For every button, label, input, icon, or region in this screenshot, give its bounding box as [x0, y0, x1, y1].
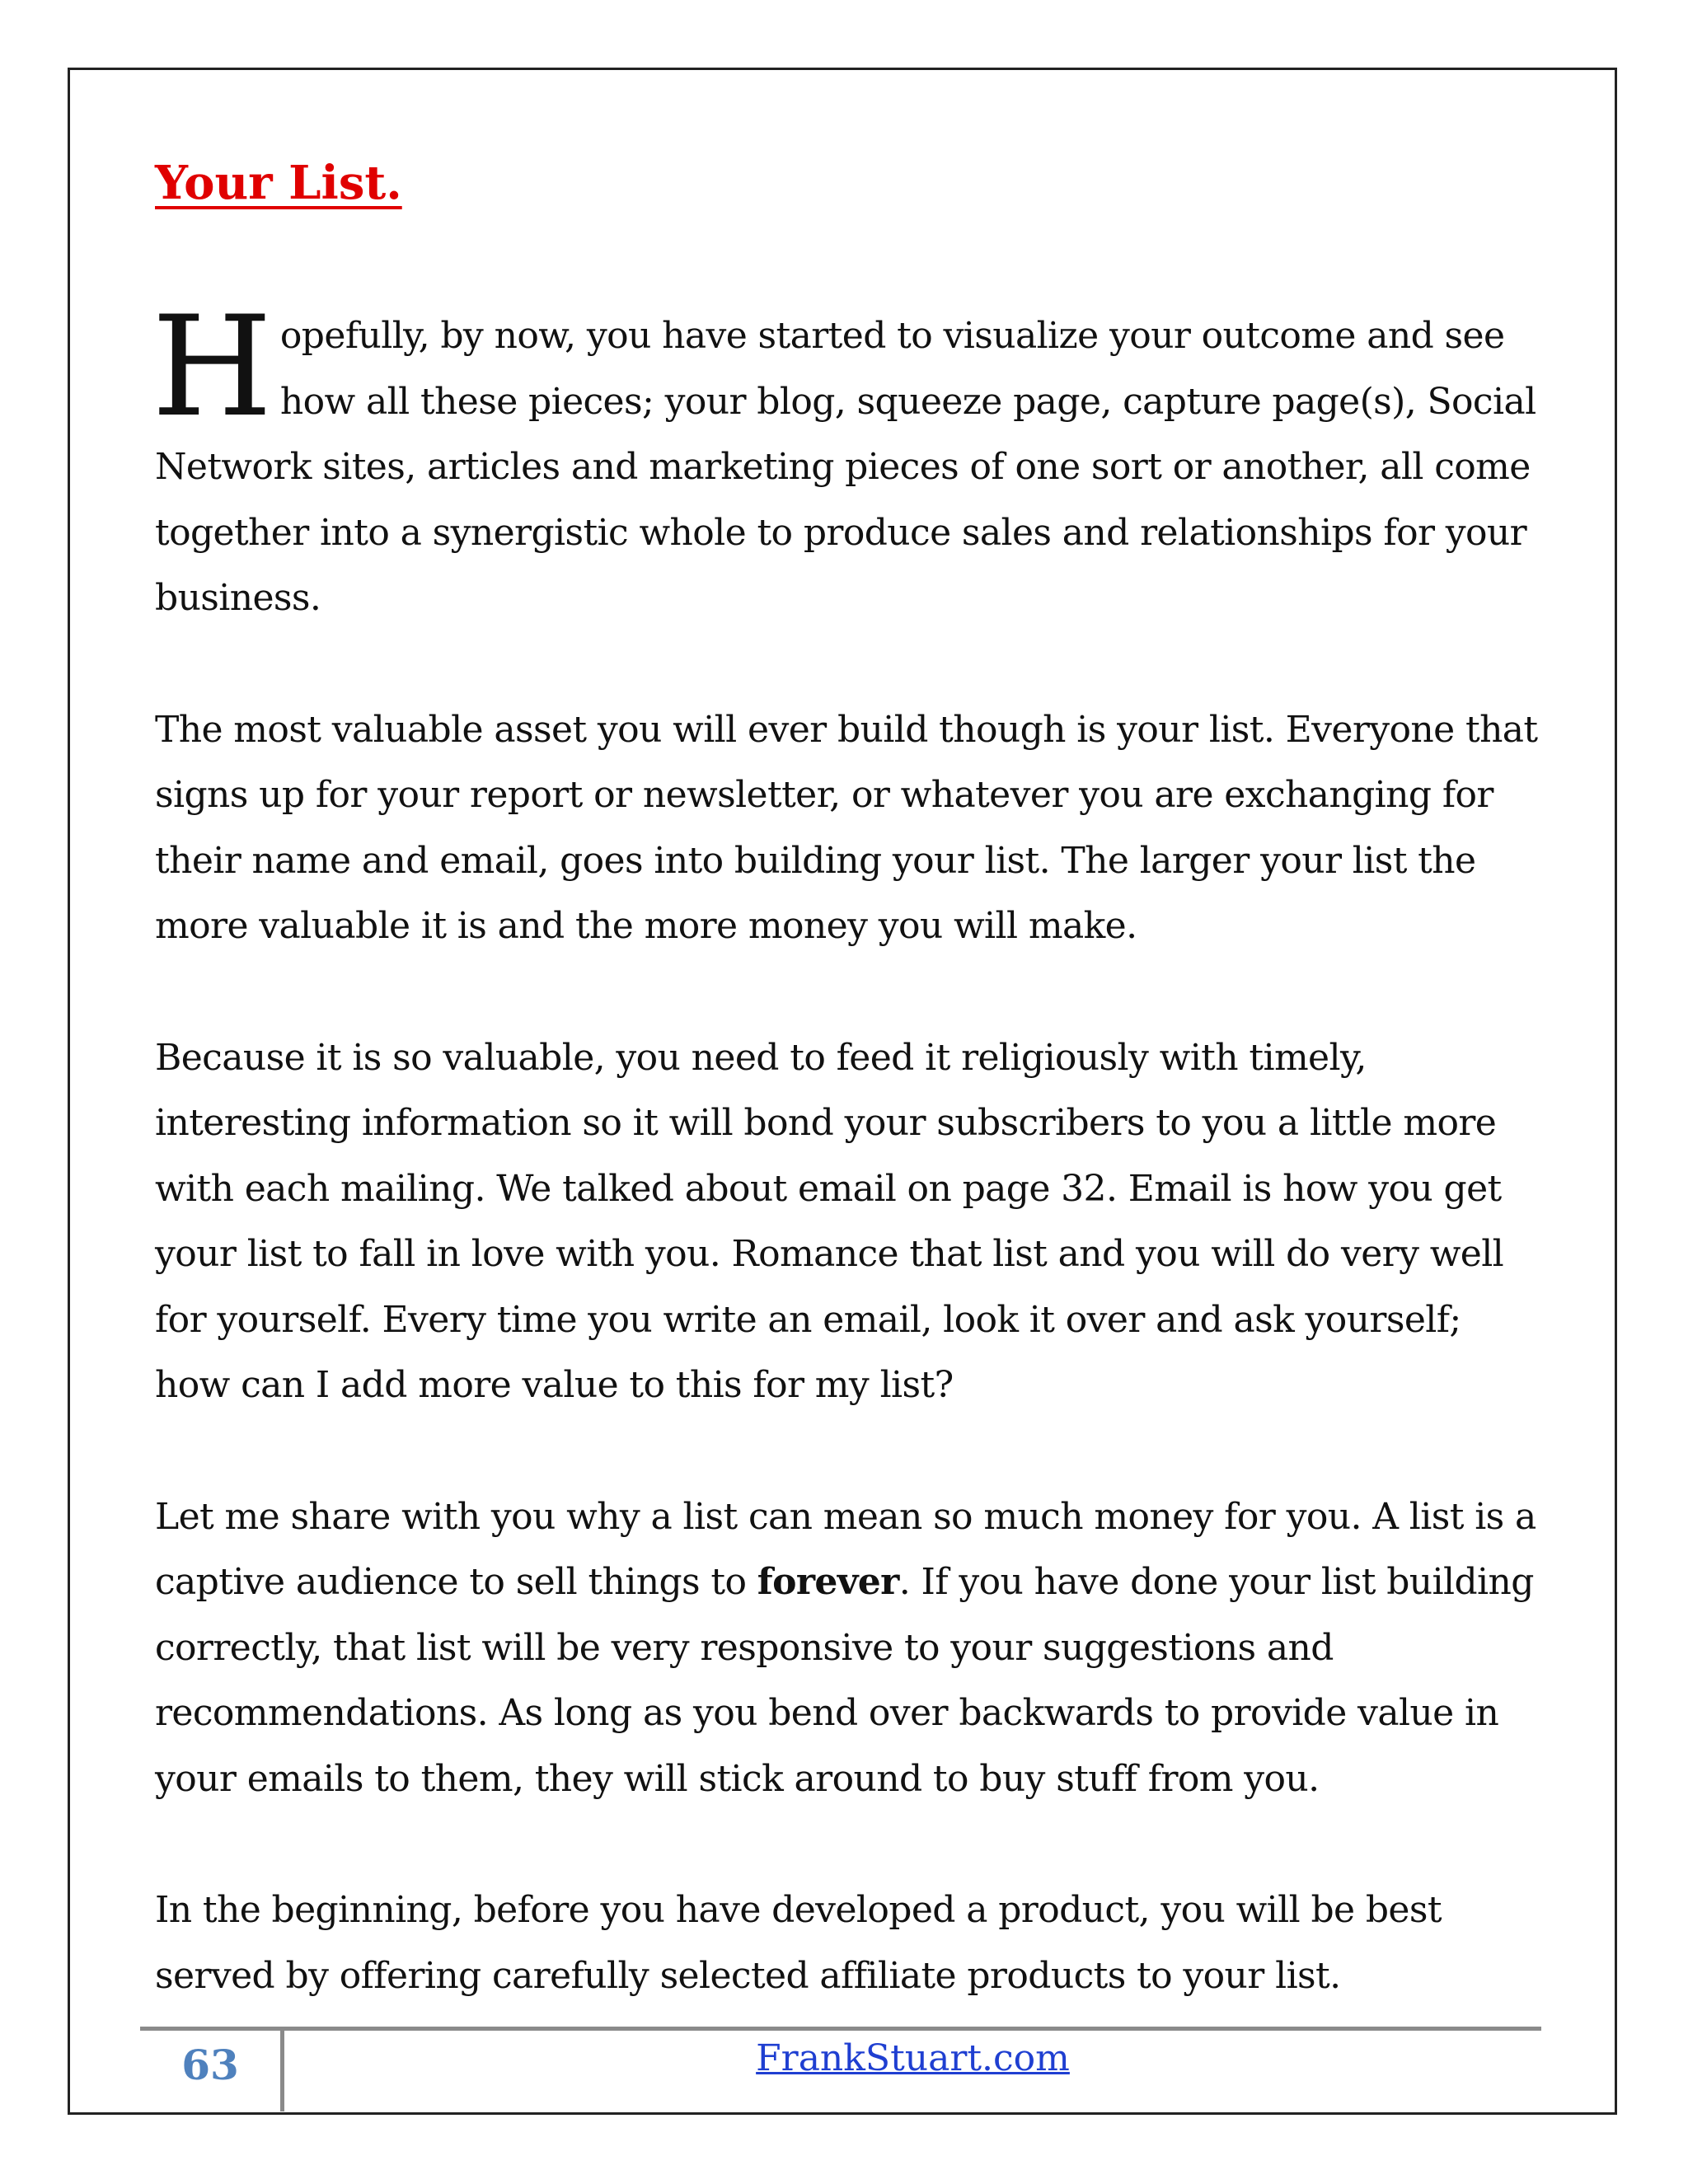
- footer-site-link[interactable]: FrankStuart.com: [756, 2037, 1070, 2079]
- paragraph-4: [155, 1484, 1540, 1812]
- paragraph-1-text: opefully, by now, you have started to visualize your outcome and see how all these pieces; your blog, squeeze page, capture page(s), Social Network sites, articles and marketing pieces of one sort or another, all come together into a synergistic whole to produce sales and relationships for your business.: [155, 315, 1536, 619]
- footer-rule: [140, 2027, 1541, 2031]
- paragraph-2: The most valuable asset you will ever build though is your list. Everyone that signs up for your report or newsletter, or whatever you are exchanging for their name and email, goes into building your list. The larger your list the more valuable it is and the more money you will make.: [155, 708, 1538, 947]
- paragraph-1: [152, 286, 1540, 631]
- page-number: 63: [181, 2041, 239, 2089]
- paragraph-5: In the beginning, before you have developed a product, you will be best served by offering carefully selected affiliate products to your list.: [155, 1889, 1442, 1997]
- paragraph-4-text-start: Let me share with you why a list can mean so much money for you. A list is a captive audience to sell things to: [155, 1495, 1536, 1603]
- paragraph-3: Because it is so valuable, you need to feed it religiously with timely, interesting information so it will bond your subscribers to you a little more with each mailing. We talked about email on page 32. Email is how you get your list to fall in love with you. Romance that list and you will do very well for yourself. Every time you write an email, look it over and ask yourself; how can I add more value to this for my list?: [155, 1036, 1504, 1406]
- emphasis-forever: forever: [757, 1561, 899, 1603]
- drop-cap: H: [152, 286, 272, 448]
- section-heading: Your List.: [155, 156, 402, 210]
- paragraph-4-text-end: . If you have done your list building correctly, that list will be very responsive to your suggestions and recommendations. As long as you bend over backwards to provide value in your emails to them, they will stick around to buy stuff from you.: [155, 1561, 1534, 1800]
- body-text: [152, 286, 1540, 2074]
